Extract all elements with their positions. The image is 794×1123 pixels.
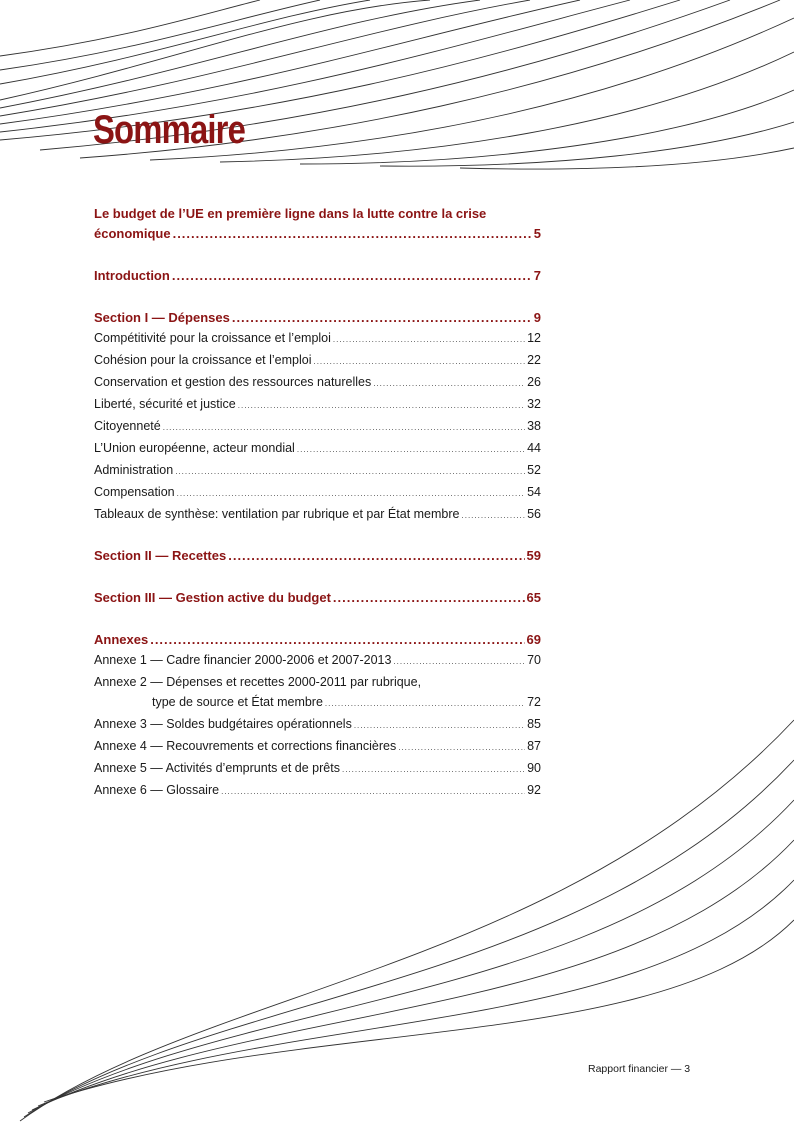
toc-entry-section-1[interactable] — [94, 308, 541, 328]
leader-dots — [333, 588, 525, 608]
toc-subentry-page: 92 — [527, 783, 541, 797]
leader-dots — [373, 374, 525, 394]
toc-subentry-page: 90 — [527, 761, 541, 775]
toc-entry-section-2-page: 59 — [526, 548, 541, 563]
toc-entry-crisis-page: 5 — [533, 226, 541, 241]
leader-dots — [462, 506, 526, 526]
toc-entry-section-2-label: Section II — Recettes — [94, 548, 227, 563]
leader-dots — [150, 630, 524, 650]
toc-subentry-label: Annexe 4 — Recouvrements et corrections financières — [94, 739, 397, 753]
toc-subentry-label: Administration — [94, 463, 174, 477]
leader-dots — [342, 760, 525, 780]
toc-subentry[interactable] — [94, 438, 541, 460]
toc-subentry-label: Tableaux de synthèse: ventilation par rubrique et par État membre — [94, 507, 460, 521]
toc-entry-section-3[interactable] — [94, 588, 541, 608]
toc-subentry-label: Annexe 3 — Soldes budgétaires opérationnels — [94, 717, 352, 731]
toc-entry-annexes-label: Annexes — [94, 632, 149, 647]
toc-subentry-label: Compensation — [94, 485, 175, 499]
toc-subentry[interactable] — [94, 328, 541, 350]
toc-subentry-page: 56 — [527, 507, 541, 521]
toc-subentry-annex-2-line1: Annexe 2 — Dépenses et recettes 2000-2011 par rubrique, — [94, 675, 422, 689]
page-title: Sommaire — [93, 108, 246, 152]
leader-dots — [313, 352, 525, 372]
leader-dots — [173, 224, 532, 244]
leader-dots — [172, 266, 532, 286]
toc-subentry[interactable] — [94, 460, 541, 482]
toc-subentry-page: 32 — [527, 397, 541, 411]
leader-dots — [228, 546, 524, 566]
toc-subentry-label: Annexe 6 — Glossaire — [94, 783, 220, 797]
toc-entry-section-1-label: Section I — Dépenses — [94, 310, 230, 325]
toc-subentry-page: 38 — [527, 419, 541, 433]
toc-entry-section-3-page: 65 — [526, 590, 541, 605]
leader-dots — [175, 462, 525, 482]
toc-subentry-annex-4[interactable] — [94, 736, 541, 758]
leader-dots — [354, 716, 525, 736]
leader-dots — [297, 440, 525, 460]
toc-entry-annexes-page: 69 — [526, 632, 541, 647]
page-footer: Rapport financier — 3 — [588, 1063, 691, 1075]
toc-subentry-label: Annexe 1 — Cadre financier 2000-2006 et 2007-2013 — [94, 653, 392, 667]
toc-subentry[interactable] — [94, 372, 541, 394]
leader-dots — [398, 738, 525, 758]
toc-subentry-label: L’Union européenne, acteur mondial — [94, 441, 295, 455]
leader-dots — [232, 308, 532, 328]
toc-subentry[interactable] — [94, 504, 541, 526]
leader-dots — [333, 330, 525, 350]
toc-entry-introduction[interactable] — [94, 266, 541, 286]
toc-subentry-annex-6[interactable] — [94, 780, 541, 802]
toc-subentry-page: 22 — [527, 353, 541, 367]
toc-entry-section-2[interactable] — [94, 546, 541, 566]
toc-subentry-annex-5[interactable] — [94, 758, 541, 780]
toc-subentry-annex-2[interactable] — [94, 672, 541, 714]
toc-subentry-page: 70 — [527, 653, 541, 667]
toc-entry-introduction-label: Introduction — [94, 268, 170, 283]
toc-subentry-page: 87 — [527, 739, 541, 753]
toc-entry-annexes[interactable] — [94, 630, 541, 650]
toc-subentry[interactable] — [94, 416, 541, 438]
toc-entry-section-3-label: Section III — Gestion active du budget — [94, 590, 331, 605]
toc-subentry-annex-3[interactable] — [94, 714, 541, 736]
toc-subentry-label: Citoyenneté — [94, 419, 161, 433]
toc-subentry-page: 54 — [527, 485, 541, 499]
toc-subentry-page: 12 — [527, 331, 541, 345]
toc-subentry[interactable] — [94, 350, 541, 372]
table-of-contents — [94, 204, 541, 802]
toc-entry-section-1-page: 9 — [533, 310, 541, 325]
toc-entry-crisis-line1: Le budget de l’UE en première ligne dans la lutte contre la crise — [94, 206, 487, 221]
toc-entry-crisis[interactable] — [94, 204, 541, 244]
toc-subentry-page: 72 — [527, 695, 541, 709]
toc-subentry-page: 26 — [527, 375, 541, 389]
toc-subentry-label: Compétitivité pour la croissance et l’emploi — [94, 331, 331, 345]
toc-entry-crisis-line2: économique — [94, 226, 171, 241]
toc-subentry-page: 52 — [527, 463, 541, 477]
toc-subentry-label: Annexe 5 — Activités d’emprunts et de prêts — [94, 761, 340, 775]
toc-subentry-label: Liberté, sécurité et justice — [94, 397, 236, 411]
toc-subentry-label: Cohésion pour la croissance et l’emploi — [94, 353, 312, 367]
leader-dots — [393, 652, 525, 672]
toc-entry-introduction-page: 7 — [533, 268, 541, 283]
toc-subentry-label: Conservation et gestion des ressources naturelles — [94, 375, 372, 389]
leader-dots — [221, 782, 525, 802]
leader-dots — [163, 418, 525, 438]
toc-subentry[interactable] — [94, 482, 541, 504]
toc-subentry-page: 44 — [527, 441, 541, 455]
leader-dots — [238, 396, 525, 416]
toc-subentry[interactable] — [94, 394, 541, 416]
leader-dots — [325, 694, 525, 714]
leader-dots — [177, 484, 525, 504]
toc-subentry-annex-1[interactable] — [94, 650, 541, 672]
toc-subentry-page: 85 — [527, 717, 541, 731]
toc-subentry-annex-2-line2: type de source et État membre — [152, 695, 323, 709]
